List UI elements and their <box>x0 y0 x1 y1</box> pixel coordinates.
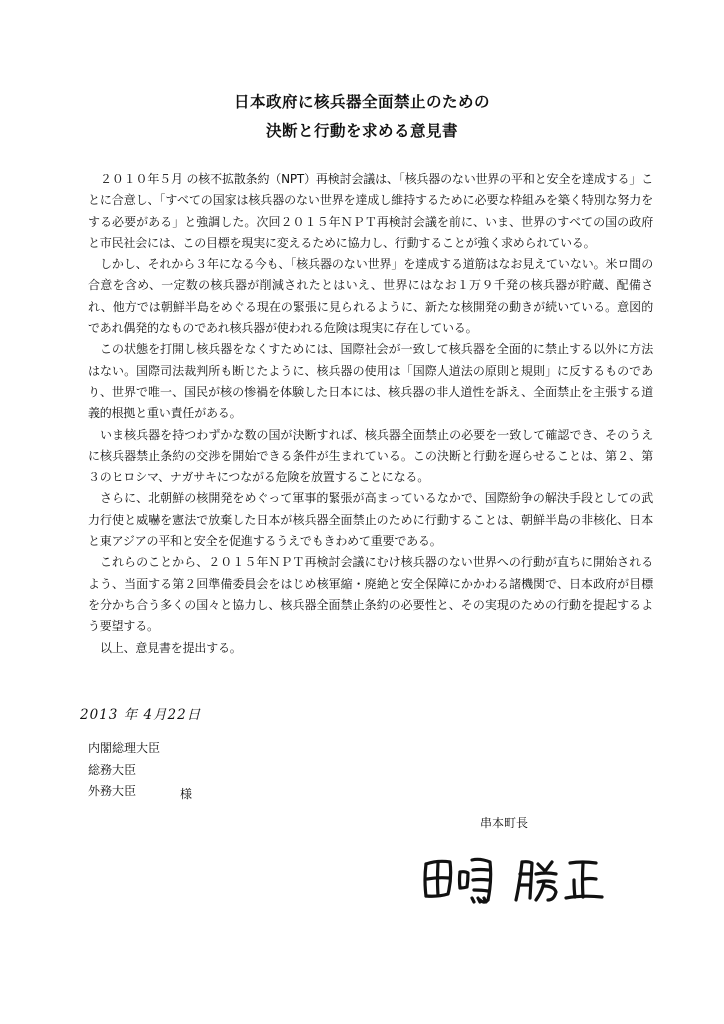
addressee-internal-affairs-minister: 総務大臣 <box>88 762 137 777</box>
paragraph: しかし、それから３年になる今も、「核兵器のない世界」を達成する道筋はなお見えていない。米ロ間の合意を含め、一定数の核兵器が削減されたとはいえ、世界にはなお１万９千発の核兵器が貯蔵、配備され、他方では朝鮮半島をめぐる現在の緊張に見られるように、新たな核開発の動きが続いている。意図的であれ偶発的なものであれ核兵器が使われる危険は現実に存在している。 <box>88 257 653 336</box>
paragraph-closing: 以上、意見書を提出する。 <box>100 640 242 655</box>
addressee-foreign-minister: 外務大臣 <box>88 784 137 798</box>
paragraph: この状態を打開し核兵器をなくすためには、国際社会が一致して核兵器を全面的に禁止する以外に方法はない。国際司法裁判所も断じたように、核兵器の使用は「国際人道法の原則と規則」に反するものであり、世界で唯一、国民が核の惨禍を体験した日本には、核兵器の非人道性を訴え、全面禁止を主張する道義的根拠と重い責任がある。 <box>88 342 653 421</box>
handwritten-date: 2013 年 4月22日 <box>80 707 202 723</box>
paragraph: ２０１０年５月 の核不拡散条約（NPT）再検討会議は、「核兵器のない世界の平和と安全を達成する」ことに合意し、「すべての国家は核兵器のない世界を達成し維持するために必要な枠組みを築く特別な努力をする必要がある」と強調した。次回２０１５年ＮＰＴ再検討会議を前に、いま、世界のすべての国の政府と市民社会には、この目標を現実に変えるために協力し、行動することが強く求められている。 <box>88 172 653 250</box>
mayor-title: 串本町長 <box>480 816 529 830</box>
addressee-prime-minister: 内閣総理大臣 <box>88 741 161 755</box>
document-title-line-2: 決断と行動を求める意見書 <box>265 122 458 140</box>
honorific: 様 <box>180 787 193 801</box>
addressee-list <box>88 738 160 803</box>
paragraph: これらのことから、２０１５年ＮＰＴ再検討会議にむけ核兵器のない世界への行動が直ちに開始されるよう、当面する第２回準備委員会をはじめ核軍縮・廃絶と安全保障にかかわる諸機関で、日本政府が目標を分かち合う多くの国々と協力し、核兵器全面禁止条約の必要性と、その実現のための行動を提起するよう要望する。 <box>88 555 653 634</box>
document-title-line-1: 日本政府に核兵器全面禁止のための <box>233 93 490 111</box>
paragraph: さらに、北朝鮮の核開発をめぐって軍事的緊張が高まっているなかで、国際紛争の解決手段としての武力行使と威嚇を憲法で放棄した日本が核兵器全面禁止のために行動することは、朝鮮半島の非核化、日本と東アジアの平和と安全を促進するうえでもきわめて重要である。 <box>88 491 653 549</box>
handwritten-signature <box>410 850 610 914</box>
paragraph: いま核兵器を持つわずかな数の国が決断すれば、核兵器全面禁止の必要を一致して確認でき、そのうえに核兵器禁止条約の交渉を開始できる条件が生まれている。この決断と行動を遅らせることは、第２、第３のヒロシマ、ナガサキにつながる危険を放置することになる。 <box>88 427 653 485</box>
document-body <box>88 169 653 659</box>
